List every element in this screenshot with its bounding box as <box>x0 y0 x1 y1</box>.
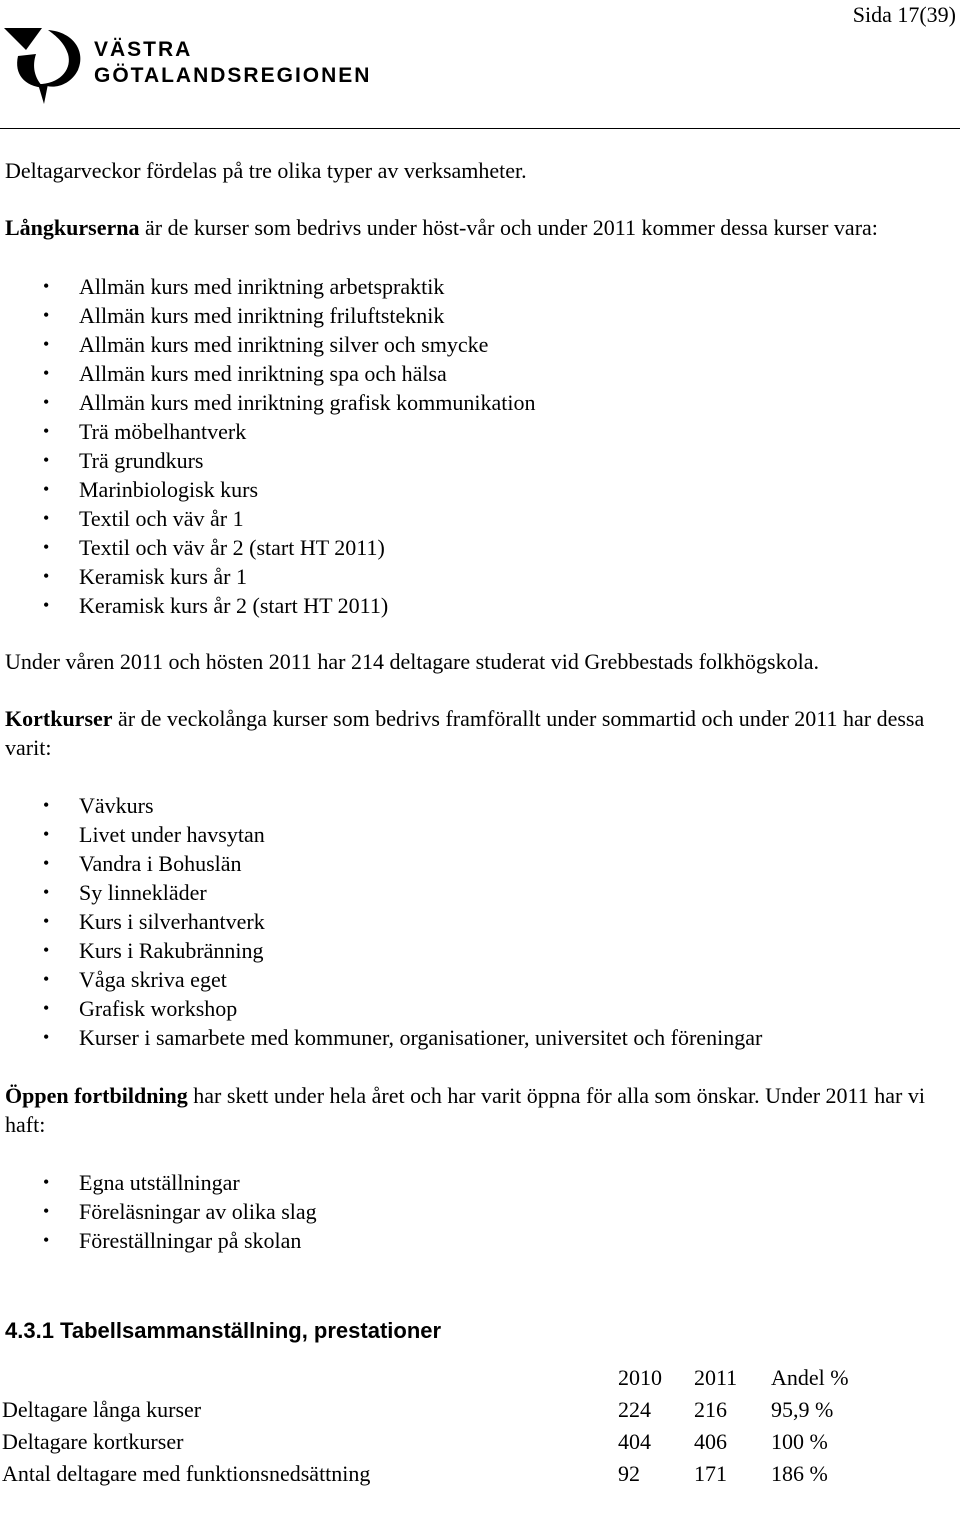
bullet-icon: • <box>43 998 50 1018</box>
bullet-icon: • <box>43 450 50 470</box>
open-education-term: Öppen fortbildning <box>5 1083 188 1108</box>
bullet-icon: • <box>43 795 50 815</box>
bullet-icon: • <box>43 595 50 615</box>
participants-summary: Under våren 2011 och hösten 2011 har 214 deltagare studerat vid Grebbestads folkhögskola. <box>5 649 819 674</box>
bullet-icon: • <box>43 969 50 989</box>
list-item: • Marinbiologisk kurs <box>43 477 259 502</box>
bullet-icon: • <box>43 537 50 557</box>
logo-mark-icon <box>4 26 86 106</box>
bullet-icon: • <box>43 1201 50 1221</box>
table-cell: 92 <box>618 1460 640 1486</box>
table-cell: 406 <box>694 1428 727 1454</box>
page-number: Sida 17(39) <box>852 2 956 27</box>
long-courses-list <box>5 272 955 620</box>
list-item: • Kurser i samarbete med kommuner, organisationer, universitet och föreningar <box>43 1025 763 1050</box>
long-courses-term: Långkurserna <box>5 215 140 240</box>
list-item: • Keramisk kurs år 1 <box>43 564 248 589</box>
bullet-icon: • <box>43 479 50 499</box>
table-row <box>2 1457 871 1489</box>
bullet-icon: • <box>43 882 50 902</box>
table-cell: 224 <box>618 1396 651 1422</box>
table-cell: 100 % <box>771 1428 828 1454</box>
table-cell: Deltagare kortkurser <box>2 1428 184 1454</box>
list-item: • Allmän kurs med inriktning arbetspraktik <box>43 274 445 299</box>
bullet-icon: • <box>43 305 50 325</box>
list-item: • Vandra i Bohuslän <box>43 851 242 876</box>
short-courses-text: är de veckolånga kurser som bedrivs framförallt under sommartid och under 2011 har dessa varit: <box>5 706 925 760</box>
list-item: • Vävkurs <box>43 793 154 818</box>
table-header-row <box>2 1361 871 1393</box>
table-cell: Deltagare långa kurser <box>2 1396 202 1422</box>
list-item: • Allmän kurs med inriktning friluftsteknik <box>43 303 445 328</box>
table-row <box>2 1425 871 1457</box>
table-cell: 95,9 % <box>771 1396 834 1422</box>
bullet-icon: • <box>43 824 50 844</box>
document-body <box>2 156 955 1489</box>
table-cell: 404 <box>618 1428 651 1454</box>
short-courses-list <box>5 791 955 1052</box>
table-cell: 186 % <box>771 1460 828 1486</box>
bullet-icon: • <box>43 508 50 528</box>
list-item: • Allmän kurs med inriktning silver och smycke <box>43 332 489 357</box>
list-item: • Föreläsningar av olika slag <box>43 1199 317 1224</box>
table-header-cell: 2011 <box>694 1364 738 1390</box>
bullet-icon: • <box>43 276 50 296</box>
section-heading: 4.3.1 Tabellsammanställning, prestationer <box>5 1318 442 1343</box>
vastra-gotalandsregionen-logo <box>4 26 384 106</box>
open-education-paragraph <box>5 1081 955 1139</box>
list-item: • Kurs i Rakubränning <box>43 938 264 963</box>
table-header-cell: 2010 <box>618 1364 662 1390</box>
list-item: • Keramisk kurs år 2 (start HT 2011) <box>43 593 389 618</box>
header-divider <box>0 128 960 129</box>
bullet-icon: • <box>43 421 50 441</box>
list-item: • Textil och väv år 2 (start HT 2011) <box>43 535 385 560</box>
short-courses-paragraph <box>5 704 955 762</box>
list-item: • Föreställningar på skolan <box>43 1228 302 1253</box>
list-item: • Trä grundkurs <box>43 448 204 473</box>
logo-text-line1: VÄSTRA <box>94 38 193 61</box>
list-item: • Allmän kurs med inriktning grafisk kommunikation <box>43 390 536 415</box>
list-item: • Egna utställningar <box>43 1170 240 1195</box>
long-courses-paragraph <box>5 213 955 242</box>
list-item: • Allmän kurs med inriktning spa och hälsa <box>43 361 447 386</box>
open-education-list <box>5 1168 955 1255</box>
short-courses-term: Kortkurser <box>5 706 113 731</box>
bullet-icon: • <box>43 911 50 931</box>
list-item: • Grafisk workshop <box>43 996 238 1021</box>
table-header-cell <box>2 1361 618 1393</box>
table-cell: 171 <box>694 1460 727 1486</box>
list-item: • Livet under havsytan <box>43 822 265 847</box>
bullet-icon: • <box>43 334 50 354</box>
bullet-icon: • <box>43 392 50 412</box>
bullet-icon: • <box>43 1172 50 1192</box>
bullet-icon: • <box>43 1027 50 1047</box>
logo-text-line2: GÖTALANDSREGIONEN <box>94 64 372 87</box>
list-item: • Trä möbelhantverk <box>43 419 247 444</box>
table-cell: Antal deltagare med funktionsnedsättning <box>2 1460 371 1486</box>
intro-paragraph: Deltagarveckor fördelas på tre olika typer av verksamheter. <box>5 158 527 183</box>
bullet-icon: • <box>43 940 50 960</box>
open-education-text: har skett under hela året och har varit öppna för alla som önskar. Under 2011 har vi haft: <box>5 1083 925 1137</box>
bullet-icon: • <box>43 363 50 383</box>
long-courses-text: är de kurser som bedrivs under höst-vår och under 2011 kommer dessa kurser vara: <box>139 215 878 240</box>
performance-table <box>2 1361 871 1489</box>
list-item: • Textil och väv år 1 <box>43 506 244 531</box>
list-item: • Våga skriva eget <box>43 967 227 992</box>
table-header-cell: Andel % <box>771 1364 849 1390</box>
bullet-icon: • <box>43 853 50 873</box>
table-cell: 216 <box>694 1396 727 1422</box>
bullet-icon: • <box>43 566 50 586</box>
table-row <box>2 1393 871 1425</box>
list-item: • Kurs i silverhantverk <box>43 909 265 934</box>
bullet-icon: • <box>43 1230 50 1250</box>
list-item: • Sy linnekläder <box>43 880 207 905</box>
